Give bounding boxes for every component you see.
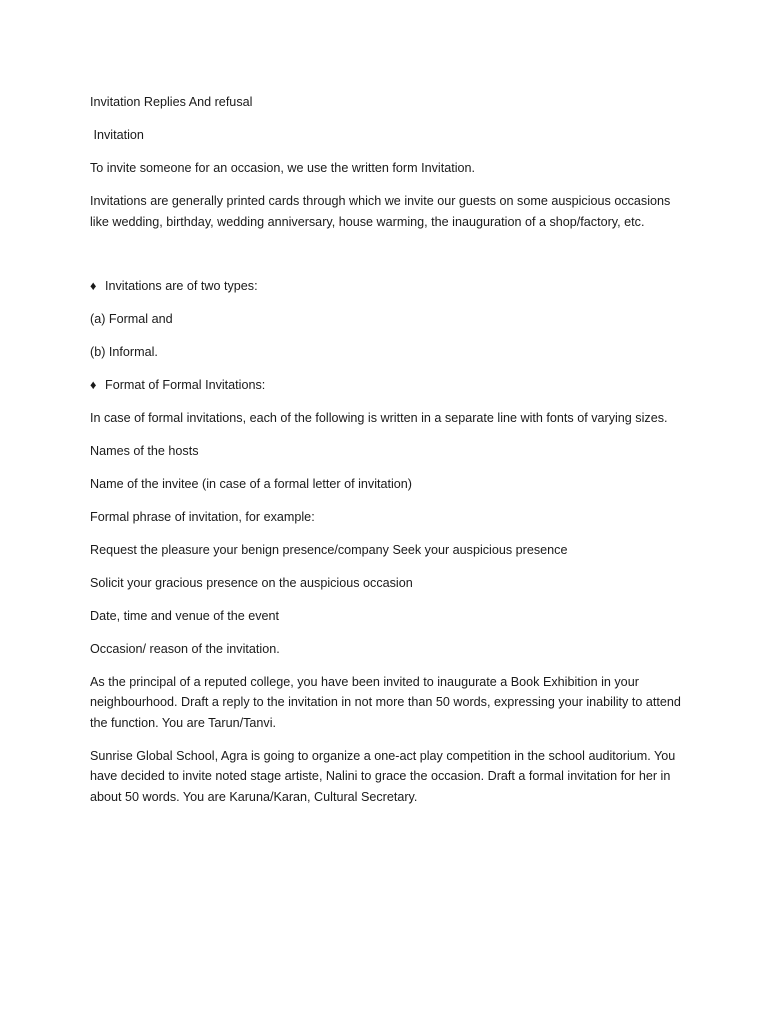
type-formal: (a) Formal and (90, 311, 173, 326)
diamond-bullet-icon: ♦ (90, 377, 97, 392)
phrase-example-2: Solicit your gracious presence on the auspicious occasion (90, 575, 413, 590)
format-heading (90, 375, 690, 396)
format-heading-text: Format of Formal Invitations: (105, 377, 266, 392)
format-intro: In case of formal invitations, each of the following is written in a separate line with fonts of varying sizes. (90, 410, 668, 425)
document-body (90, 92, 690, 820)
types-heading (90, 276, 690, 297)
type-informal: (b) Informal. (90, 344, 158, 359)
diamond-bullet-icon: ♦ (90, 278, 97, 293)
blank-line (90, 245, 690, 276)
question-paragraph-2: Sunrise Global School, Agra is going to organize a one-act play competition in the school auditorium. You have decided to invite noted stage artiste, Nalini to grace the occasion. Draft a formal invitation for her in about 50 words. You are Karuna/Karan, Cultural Secretary. (90, 748, 676, 804)
format-item-date: Date, time and venue of the event (90, 608, 280, 623)
types-heading-text: Invitations are of two types: (105, 278, 258, 293)
document-heading: Invitation Replies And refusal (90, 95, 253, 109)
format-item-invitee: Name of the invitee (in case of a formal letter of invitation) (90, 476, 412, 491)
description-paragraph: Invitations are generally printed cards through which we invite our guests on some auspicious occasions like wedding, birthday, wedding anniversary, house warming, the inauguration of a shop/factory, etc. (90, 194, 671, 229)
format-item-occasion: Occasion/ reason of the invitation. (90, 641, 280, 656)
document-subheading: Invitation (90, 128, 144, 142)
format-item-phrase: Formal phrase of invitation, for example: (90, 509, 315, 524)
question-paragraph-1: As the principal of a reputed college, you have been invited to inaugurate a Book Exhibition in your neighbourhood. Draft a reply to the invitation in not more than 50 words, expressing your inability to attend the function. You are Tarun/Tanvi. (90, 674, 681, 730)
intro-paragraph: To invite someone for an occasion, we use the written form Invitation. (90, 161, 476, 175)
phrase-example-1: Request the pleasure your benign presence/company Seek your auspicious presence (90, 542, 568, 557)
format-item-hosts: Names of the hosts (90, 443, 199, 458)
